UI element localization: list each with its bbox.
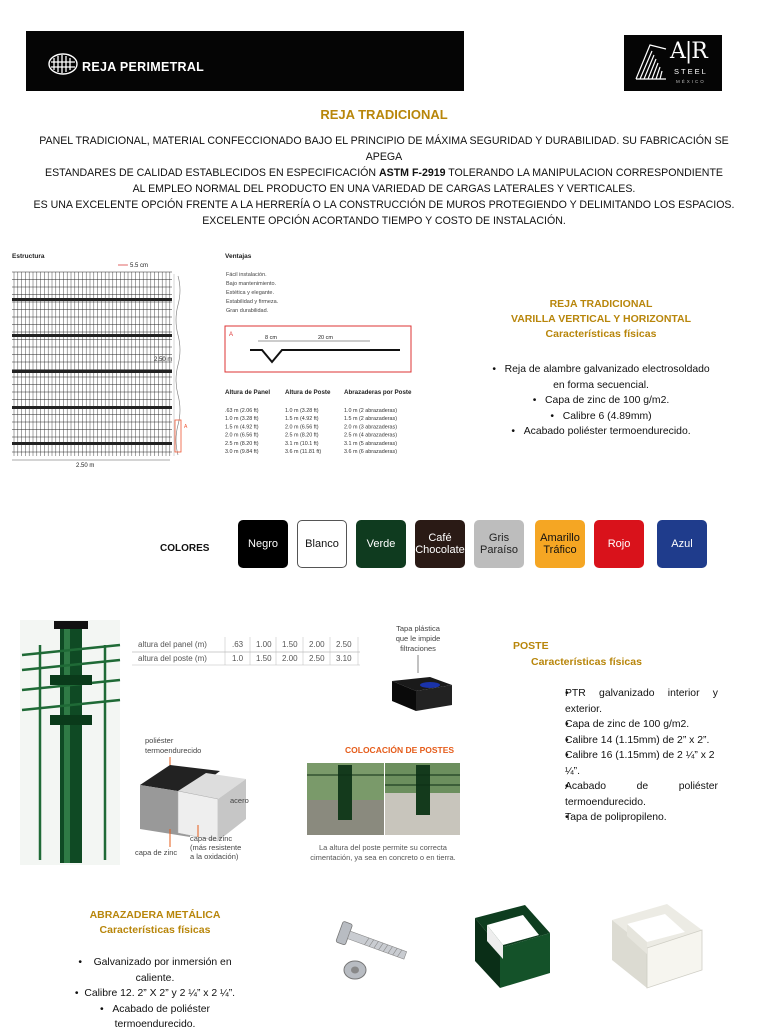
color-name: Blanco (305, 538, 339, 550)
reja-subtitle: VARILLA VERTICAL Y HORIZONTAL (510, 313, 692, 325)
color-name: Café (428, 532, 452, 544)
post-photo (20, 620, 120, 865)
table-cell: 1.5 m (2 abrazaderas) (344, 416, 398, 423)
list-item: • Reja de alambre galvanizado electrosoldado (492, 364, 710, 375)
post-profile-illustration (135, 736, 249, 861)
list-item-continuation: termoendurecido. (114, 1019, 196, 1030)
list-item: • Galvanizado por inmersión en (78, 957, 232, 968)
ventaja-item: Bajo mantenimiento. (226, 281, 277, 287)
table-cell: .63 m (2.06 ft) (225, 408, 259, 414)
post-table-cell: 2.00 (309, 640, 325, 649)
width-top-label: 5.5 cm (130, 263, 149, 269)
brand-ar-text: A|R (670, 39, 707, 64)
intro-line: ES UNA EXCELENTE OPCIÓN FRENTE A LA HERRERÍA O LA CONSTRUCCIÓN DE MUROS PROTEGIENDO Y DELIMITANDO LOS ESPACIOS. (33, 199, 735, 211)
table-cell: 2.5 m (4 abrazaderas) (344, 432, 398, 439)
list-item: • Calibre 12. 2” X 2” y 2 ¼” x 2 ¼”. (74, 988, 236, 999)
table-cell: 3.1 m (10.1 ft) (285, 440, 319, 447)
zinc-text: capa de zinc (190, 834, 233, 843)
tapa-text: filtraciones (400, 644, 436, 653)
poste-bullets (548, 686, 718, 826)
zinc-text: (más resistente (190, 843, 242, 852)
color-name: Negro (248, 538, 278, 550)
tapa-text: Tapa plástica (396, 624, 440, 633)
brand-steel-text: STEEL (674, 67, 708, 76)
page-title: REJA TRADICIONAL (320, 107, 448, 122)
color-swatch (594, 520, 644, 568)
list-item-continuation: en forma secuencial. (553, 379, 649, 391)
color-swatch (474, 520, 524, 568)
poste-title: POSTE (513, 640, 549, 652)
colocacion-caption: La altura del poste permite su correcta (319, 843, 447, 852)
fence-panel (12, 272, 172, 456)
list-item: • Calibre 6 (4.89mm) (550, 410, 652, 422)
table-cell: 1.5 m (4.92 ft) (225, 424, 259, 431)
fence-logo-icon (48, 53, 78, 75)
steel-building-icon (634, 41, 668, 81)
table-cell: 1.5 m (4.92 ft) (285, 416, 319, 423)
acero-text: acero (230, 796, 249, 805)
list-item-continuation: caliente. (135, 972, 175, 984)
row1-label: altura del panel (m) (138, 640, 207, 649)
color-swatch-label (367, 538, 396, 550)
list-item: • Capa de zinc de 100 g/m2. (532, 395, 670, 406)
color-name: Amarillo (540, 532, 580, 544)
color-swatch-label (480, 532, 518, 556)
table-cell: 1.0 m (2 abrazaderas) (344, 408, 398, 414)
intro-line (20, 165, 748, 181)
color-swatch (297, 520, 347, 568)
post-table-cell: 2.50 (309, 654, 325, 663)
astm-spec: ASTM F-2919 (378, 167, 446, 179)
color-swatch (356, 520, 406, 568)
intro-paragraph-2 (20, 197, 748, 229)
color-name: Verde (366, 538, 396, 550)
poste-diagram (20, 615, 490, 865)
color-swatch (657, 520, 707, 568)
poliester-text: termoendurecido (145, 746, 202, 755)
table-cell: 2.0 m (6.56 ft) (225, 432, 259, 439)
list-item: • Acabado de poliéster termoendurecido. (548, 779, 718, 810)
table-cell: 3.1 m (5 abrazaderas) (344, 440, 398, 447)
reja-caracteristicas: Características físicas (545, 328, 657, 340)
color-swatch (415, 520, 465, 568)
color-name: Paraíso (480, 544, 518, 556)
intro-text: TOLERANDO LA MANIPULACION CORRESPONDIENTE (448, 167, 723, 179)
table-cell: 3.6 m (11.81 ft) (285, 449, 322, 455)
zinc-text: capa de zinc (135, 848, 178, 857)
white-clamp-image (597, 890, 717, 1000)
brand-country-text: MÉXICO (676, 79, 706, 84)
ventajas-title: Ventajas (225, 253, 252, 260)
list-item: • Tapa de polipropileno. (548, 810, 718, 826)
abrazadera-title: ABRAZADERA METÁLICA (89, 909, 221, 921)
callout-a: A (184, 424, 188, 430)
intro-line: EXCELENTE OPCIÓN ACORTANDO TIEMPO Y COSTO DE INSTALACIÓN. (202, 215, 566, 227)
list-item: • Calibre 14 (1.15mm) de 2” x 2”. (548, 733, 718, 749)
header-banner (26, 31, 464, 91)
list-item: • PTR galvanizado interior y exterior. (548, 686, 718, 717)
ventaja-item: Gran durabilidad. (226, 308, 269, 314)
color-name: Chocolate (415, 544, 465, 556)
ventaja-item: Estabilidad y firmeza. (226, 299, 279, 305)
table-cell: 2.5 m (8.20 ft) (285, 432, 319, 439)
table-cell: 2.0 m (6.56 ft) (285, 424, 319, 431)
spec-table-body (225, 408, 397, 455)
list-item: • Calibre 16 (1.15mm) de 2 ¼” x 2 ¼”. (548, 748, 718, 779)
header-title: REJA PERIMETRAL (82, 60, 205, 74)
reja-bullets (470, 362, 732, 440)
table-header: Altura de Poste (285, 389, 331, 396)
table-cell: 2.5 m (8.20 ft) (225, 440, 259, 447)
color-swatch-label (248, 538, 278, 550)
color-name: Gris (488, 532, 510, 544)
post-table-cell: .63 (232, 640, 244, 649)
zinc-text: a la oxidación) (190, 852, 239, 861)
abrazadera-subtitle: Características físicas (99, 924, 211, 936)
post-cap-photo (392, 624, 452, 711)
color-swatch-label (608, 538, 631, 550)
tapa-text: que le impide (395, 634, 441, 643)
abrazadera-bullets (60, 955, 250, 1033)
color-swatch-label (415, 532, 465, 556)
table-cell: 3.0 m (9.84 ft) (225, 449, 259, 455)
table-header: Abrazaderas por Poste (344, 389, 412, 396)
reja-title: REJA TRADICIONAL (549, 298, 653, 310)
color-swatch (535, 520, 585, 568)
post-height-table (132, 637, 360, 665)
colocacion-caption: cimentación, ya sea en concreto o en tierra. (310, 853, 456, 862)
fence-spec-diagram (10, 250, 420, 468)
ventaja-item: Fácil instalación. (226, 272, 267, 278)
list-item: • Capa de zinc de 100 g/m2. (548, 717, 718, 733)
post-table-cell: 3.10 (336, 654, 352, 663)
ventaja-item: Estética y elegante. (226, 290, 275, 296)
colors-label: COLORES (160, 543, 210, 554)
table-header: Altura de Panel (225, 389, 271, 396)
list-item: • Acabado poliéster termoendurecido. (511, 426, 691, 437)
intro-text: ESTANDARES DE CALIDAD ESTABLECIDOS EN ESPECIFICACIÓN (45, 167, 377, 179)
profile-callout-a: A (229, 332, 234, 338)
color-name: Rojo (607, 538, 631, 550)
brand-logo (624, 35, 722, 91)
colocacion-title: COLOCACIÓN DE POSTES (345, 745, 455, 755)
color-swatch (238, 520, 288, 568)
table-cell: 1.0 m (3.28 ft) (225, 416, 259, 423)
color-swatch-label (540, 532, 580, 556)
list-item: • Acabado de poliéster (100, 1003, 210, 1015)
post-table-cell: 1.0 (232, 654, 244, 663)
bolt-and-nut-image (325, 910, 415, 990)
row2-label: altura del poste (m) (138, 654, 207, 663)
table-cell: 2.0 m (3 abrazaderas) (344, 424, 398, 431)
post-table-cell: 1.50 (282, 640, 298, 649)
post-table-cell: 1.00 (256, 640, 272, 649)
color-name: Tráfico (543, 544, 577, 556)
intro-line: PANEL TRADICIONAL, MATERIAL CONFECCIONADO BAJO EL PRINCIPIO DE MÁXIMA SEGURIDAD Y DURABILIDAD. SU FABRICACIÓN SE APEGA (39, 135, 729, 163)
post-table-cell: 2.00 (282, 654, 298, 663)
height-side-label: 2.50 m (154, 357, 173, 363)
poliester-text: poliéster (145, 736, 174, 745)
width-bottom-label: 2.50 m (76, 463, 95, 469)
color-swatch-label (671, 538, 692, 550)
post-table-cell: 2.50 (336, 640, 352, 649)
table-cell: 1.0 m (3.28 ft) (285, 408, 319, 414)
intro-paragraph-1 (20, 133, 748, 197)
green-clamp-image (455, 893, 565, 1003)
intro-line: AL EMPLEO NORMAL DEL PRODUCTO EN UNA VARIEDAD DE CARGAS LATERALES Y VERTICALES. (132, 183, 636, 195)
table-cell: 3.6 m (6 abrazaderas) (344, 449, 398, 455)
color-swatch-label (305, 538, 339, 550)
estructura-label: Estructura (12, 253, 45, 260)
post-table-cell: 1.50 (256, 654, 272, 663)
colocacion-photos (307, 744, 460, 862)
dim-8cm: 8 cm (265, 335, 277, 341)
poste-subtitle: Características físicas (531, 656, 642, 668)
color-name: Azul (671, 538, 693, 550)
dim-20cm: 20 cm (318, 335, 333, 341)
